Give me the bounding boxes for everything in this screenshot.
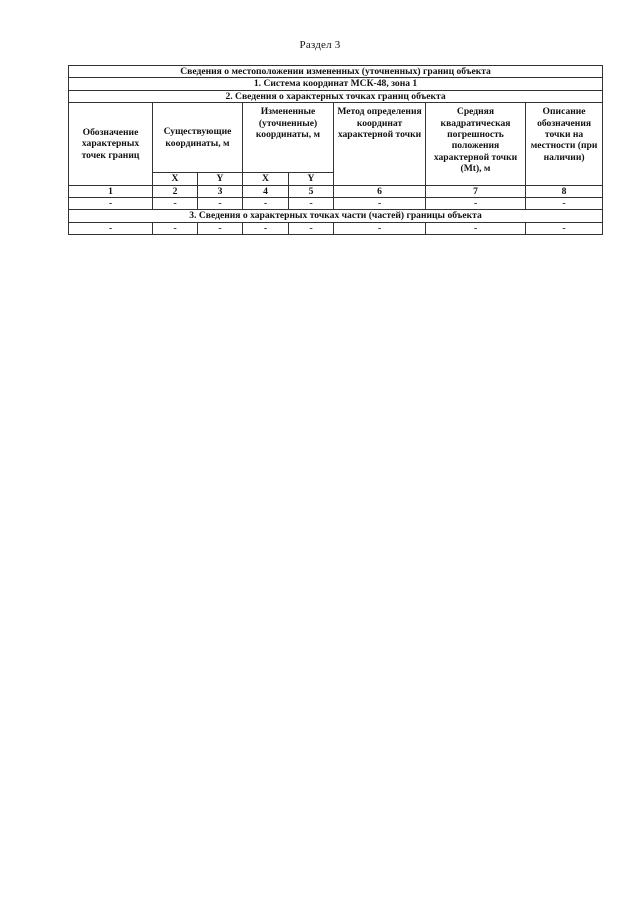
table-cell: -	[198, 222, 243, 234]
header-existing-x: X	[153, 173, 198, 185]
table-cell: -	[153, 222, 198, 234]
parts-section-row	[69, 210, 603, 222]
header-changed-x: X	[243, 173, 289, 185]
header-point-id: Обозначение характерных точек границ	[69, 103, 153, 185]
table-cell: -	[334, 222, 426, 234]
column-number: 7	[426, 185, 526, 197]
table-caption: Сведения о местоположении измененных (уточненных) границ объекта	[69, 66, 603, 78]
column-numbers-row	[69, 185, 603, 197]
table-cell: -	[289, 198, 334, 210]
header-changed-coords: Измененные (уточненные) координаты, м	[243, 103, 334, 173]
points-section-row	[69, 90, 603, 102]
table-cell: -	[69, 198, 153, 210]
coord-system-label: 1. Система координат МСК-48, зона 1	[69, 78, 603, 90]
column-number: 8	[526, 185, 603, 197]
table-cell: -	[426, 222, 526, 234]
table-cell: -	[153, 198, 198, 210]
table-cell: -	[289, 222, 334, 234]
table-cell: -	[526, 198, 603, 210]
column-number: 2	[153, 185, 198, 197]
parts-section-label: 3. Сведения о характерных точках части (частей) границы объекта	[69, 210, 603, 222]
table-row	[69, 222, 603, 234]
table-row	[69, 198, 603, 210]
column-number: 4	[243, 185, 289, 197]
header-row	[69, 103, 603, 173]
table-cell: -	[426, 198, 526, 210]
column-number: 6	[334, 185, 426, 197]
column-number: 5	[289, 185, 334, 197]
section-title: Раздел 3	[299, 39, 341, 51]
header-changed-y: Y	[289, 173, 334, 185]
table-cell: -	[334, 198, 426, 210]
table-cell: -	[526, 222, 603, 234]
table-caption-row	[69, 66, 603, 78]
header-description: Описание обозначения точки на местности (при наличии)	[526, 103, 603, 185]
points-section-label: 2. Сведения о характерных точках границ объекта	[69, 90, 603, 102]
header-existing-y: Y	[198, 173, 243, 185]
header-method: Метод определения координат характерной точки	[334, 103, 426, 185]
header-accuracy: Средняя квадратическая погрешность положения характерной точки (Mt), м	[426, 103, 526, 185]
coord-system-row	[69, 78, 603, 90]
column-number: 3	[198, 185, 243, 197]
table-cell: -	[69, 222, 153, 234]
boundary-table	[68, 65, 603, 235]
header-existing-coords: Существующие координаты, м	[153, 103, 243, 173]
table-cell: -	[243, 198, 289, 210]
table-cell: -	[198, 198, 243, 210]
column-number: 1	[69, 185, 153, 197]
table-cell: -	[243, 222, 289, 234]
